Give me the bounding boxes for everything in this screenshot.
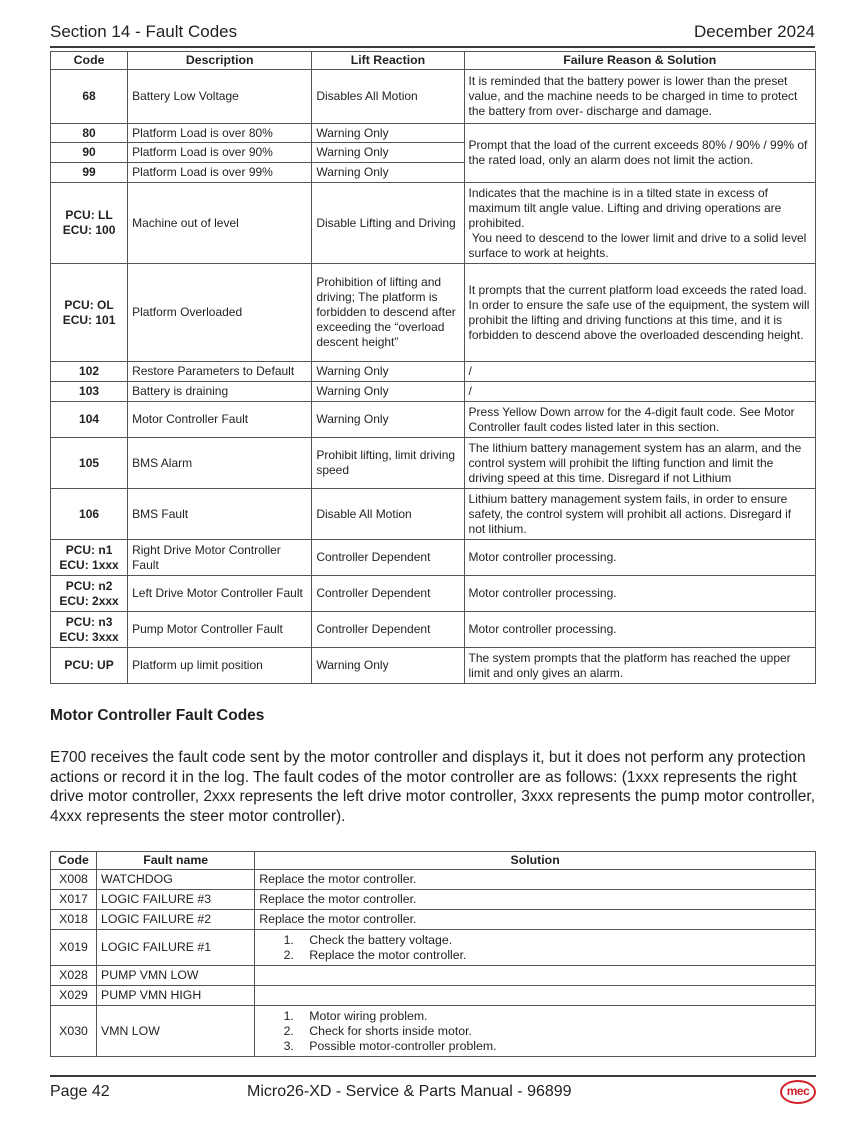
ecu-code: ECU: 3xxx (59, 629, 119, 644)
failure-solution: Motor controller processing. (464, 540, 815, 576)
solution-step: 2. Check for shorts inside motor. (297, 1024, 811, 1039)
failure-solution: The lithium battery management system has an alarm, and the control system will prohibit the lifting function and limit the driving speed at this time. Disregard if not Lithium (464, 438, 815, 489)
fault-description: Platform Load is over 99% (128, 163, 312, 183)
motor-section-title: Motor Controller Fault Codes (50, 707, 265, 724)
table-row (51, 540, 816, 576)
table-row (51, 124, 816, 143)
fault-code: 68 (51, 70, 128, 124)
lift-reaction: Prohibition of lifting and driving; The platform is forbidden to descend after exceeding the “overload descent height” (312, 264, 464, 362)
ecu-code: ECU: 2xxx (59, 593, 119, 608)
lift-reaction: Controller Dependent (312, 540, 464, 576)
table-row (51, 362, 816, 382)
solution-steps (259, 933, 811, 963)
fault-description: Platform Load is over 90% (128, 143, 312, 163)
solution-step: 1. Motor wiring problem. (297, 1009, 811, 1024)
table-row (51, 910, 816, 930)
lift-reaction: Warning Only (312, 163, 464, 183)
fault-code: 99 (51, 163, 128, 183)
ecu-code: ECU: 100 (62, 223, 116, 237)
motor-fault-name: PUMP VMN HIGH (97, 986, 255, 1006)
fault-code: 104 (51, 402, 128, 438)
lift-reaction: Controller Dependent (312, 612, 464, 648)
motor-fault-name: LOGIC FAILURE #3 (97, 890, 255, 910)
failure-solution: / (464, 362, 815, 382)
pcu-code: PCU: n1 (65, 542, 113, 557)
failure-solution: Motor controller processing. (464, 576, 815, 612)
motor-fault-solution (255, 966, 816, 986)
table-row (51, 648, 816, 684)
solution-text: You need to descend to the lower limit and drive to a solid level surface to work at heights. (468, 230, 810, 260)
lift-reaction: Warning Only (312, 362, 464, 382)
fault-code: 103 (51, 382, 128, 402)
table-row (51, 576, 816, 612)
motor-fault-code: X019 (51, 930, 97, 966)
table-header-row (51, 52, 816, 70)
ecu-code: ECU: 1xxx (59, 557, 119, 572)
fault-code: 106 (51, 489, 128, 540)
motor-fault-solution (255, 1006, 816, 1057)
page-header (50, 20, 815, 48)
motor-fault-name: WATCHDOG (97, 870, 255, 890)
fault-code: PCU: UP (51, 648, 128, 684)
motor-section-paragraph: E700 receives the fault code sent by the motor controller and displays it, but it does not perform any protection actions or record it in the log. The fault codes of the motor controller are as follows: (1xxx represents the right drive motor controller, 2xxx represents the left drive motor controller, 3xxx represents the pump motor controller, 4xxx represents the steer motor controller). (50, 749, 815, 825)
fault-code: 105 (51, 438, 128, 489)
fault-description: Right Drive Motor Controller Fault (128, 540, 312, 576)
pcu-code: PCU: n3 (65, 614, 113, 629)
table-row (51, 870, 816, 890)
failure-solution: It is reminded that the battery power is lower than the preset value, and the machine needs to be charged in time to protect the battery from over- discharge and damage. (464, 70, 815, 124)
solution-step: 1. Check the battery voltage. (297, 933, 811, 948)
solution-steps (259, 1009, 811, 1054)
table-row (51, 966, 816, 986)
fault-code (51, 264, 128, 362)
motor-fault-solution (255, 986, 816, 1006)
section-title: Section 14 - Fault Codes (50, 22, 238, 41)
motor-fault-code: X017 (51, 890, 97, 910)
mec-logo-icon: mec (780, 1080, 816, 1104)
motor-fault-solution (255, 930, 816, 966)
fault-code (51, 183, 128, 264)
fault-description: Platform Load is over 80% (128, 124, 312, 143)
column-header-code: Code (51, 852, 97, 870)
fault-description: Battery Low Voltage (128, 70, 312, 124)
motor-fault-solution: Replace the motor controller. (255, 870, 816, 890)
fault-code (51, 540, 128, 576)
pcu-code: PCU: n2 (65, 578, 113, 593)
fault-description: Left Drive Motor Controller Fault (128, 576, 312, 612)
pcu-code: PCU: LL (65, 208, 113, 222)
motor-fault-name: LOGIC FAILURE #1 (97, 930, 255, 966)
fault-description: Pump Motor Controller Fault (128, 612, 312, 648)
fault-code: 90 (51, 143, 128, 163)
motor-fault-code: X029 (51, 986, 97, 1006)
motor-fault-solution: Replace the motor controller. (255, 890, 816, 910)
failure-solution: Motor controller processing. (464, 612, 815, 648)
fault-description: Restore Parameters to Default (128, 362, 312, 382)
header-date: December 2024 (694, 22, 815, 41)
page-number: Page 42 (50, 1083, 110, 1100)
motor-fault-code: X028 (51, 966, 97, 986)
table-row (51, 382, 816, 402)
lift-reaction: Warning Only (312, 382, 464, 402)
failure-solution: Prompt that the load of the current exceeds 80% / 90% / 99% of the rated load, only an alarm does not limit the action. (464, 124, 815, 183)
failure-solution: The system prompts that the platform has reached the upper limit and only gives an alarm. (464, 648, 815, 684)
column-header-solution: Solution (255, 852, 816, 870)
motor-fault-codes-table (50, 851, 816, 1057)
motor-fault-name: LOGIC FAILURE #2 (97, 910, 255, 930)
table-row (51, 930, 816, 966)
lift-reaction: Warning Only (312, 648, 464, 684)
table-row (51, 402, 816, 438)
table-header-row (51, 852, 816, 870)
lift-reaction: Warning Only (312, 124, 464, 143)
table-row (51, 70, 816, 124)
fault-description: Machine out of level (128, 183, 312, 264)
failure-solution (464, 183, 815, 264)
table-row (51, 183, 816, 264)
fault-code: 80 (51, 124, 128, 143)
lift-reaction: Warning Only (312, 402, 464, 438)
motor-fault-name: VMN LOW (97, 1006, 255, 1057)
solution-step: 2. Replace the motor controller. (297, 948, 811, 963)
table-row (51, 438, 816, 489)
fault-description: BMS Alarm (128, 438, 312, 489)
solution-step: 3. Possible motor-controller problem. (297, 1039, 811, 1054)
lift-reaction: Warning Only (312, 143, 464, 163)
pcu-code: PCU: OL (64, 297, 114, 312)
fault-code: 102 (51, 362, 128, 382)
column-header-fault-name: Fault name (97, 852, 255, 870)
failure-solution: Press Yellow Down arrow for the 4-digit fault code. See Motor Controller fault codes listed later in this section. (464, 402, 815, 438)
column-header-description: Description (128, 52, 312, 70)
table-row (51, 890, 816, 910)
table-row (51, 264, 816, 362)
lift-reaction: Disable All Motion (312, 489, 464, 540)
column-header-lift-reaction: Lift Reaction (312, 52, 464, 70)
fault-description: Battery is draining (128, 382, 312, 402)
manual-title: Micro26-XD - Service & Parts Manual - 96899 (247, 1083, 572, 1100)
failure-solution: / (464, 382, 815, 402)
lift-reaction: Controller Dependent (312, 576, 464, 612)
motor-fault-code: X030 (51, 1006, 97, 1057)
motor-fault-solution: Replace the motor controller. (255, 910, 816, 930)
fault-description: Platform up limit position (128, 648, 312, 684)
lift-reaction: Disables All Motion (312, 70, 464, 124)
failure-solution: Lithium battery management system fails, in order to ensure safety, the control system will prohibit all actions. Disregard if not lithium. (464, 489, 815, 540)
column-header-failure-reason: Failure Reason & Solution (464, 52, 815, 70)
motor-fault-code: X008 (51, 870, 97, 890)
failure-solution: It prompts that the current platform load exceeds the rated load. In order to ensure the safe use of the equipment, the system will prohibit the lifting and driving functions at this time, and it is forbidden to descend above the overloaded descending height. (464, 264, 815, 362)
column-header-code: Code (51, 52, 128, 70)
table-row (51, 986, 816, 1006)
fault-description: Motor Controller Fault (128, 402, 312, 438)
fault-code (51, 612, 128, 648)
solution-text: Indicates that the machine is in a tilted state in excess of maximum tilt angle value. Lifting and driving operations are prohibited. (468, 185, 782, 230)
lift-reaction: Disable Lifting and Driving (312, 183, 464, 264)
fault-codes-table (50, 51, 816, 684)
fault-code (51, 576, 128, 612)
page-footer (50, 1075, 816, 1107)
lift-reaction: Prohibit lifting, limit driving speed (312, 438, 464, 489)
fault-description: Platform Overloaded (128, 264, 312, 362)
fault-description: BMS Fault (128, 489, 312, 540)
motor-fault-code: X018 (51, 910, 97, 930)
ecu-code: ECU: 101 (62, 312, 116, 327)
motor-fault-name: PUMP VMN LOW (97, 966, 255, 986)
table-row (51, 1006, 816, 1057)
table-row (51, 489, 816, 540)
table-row (51, 612, 816, 648)
